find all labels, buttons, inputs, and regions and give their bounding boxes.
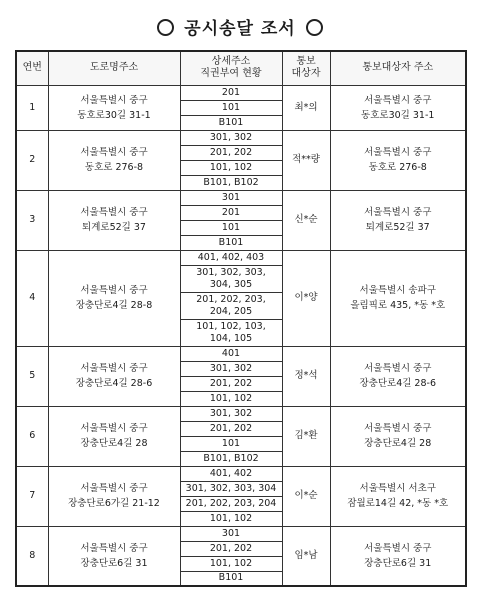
target-address: 서울특별시 서초구 잠월로14길 42, *동 *호 [330, 466, 466, 526]
detail-address: 301, 302 [180, 361, 282, 376]
detail-address: 301, 302 [180, 130, 282, 145]
detail-address: 301, 302, 303, 304, 305 [180, 265, 282, 292]
target-name: 임*남 [282, 526, 330, 586]
road-address: 서울특별시 중구 장충단로4길 28-8 [48, 250, 180, 346]
detail-address: 301, 302 [180, 406, 282, 421]
detail-address: B101 [180, 235, 282, 250]
target-name: 정*석 [282, 346, 330, 406]
table-row [16, 190, 466, 205]
detail-address: B101 [180, 115, 282, 130]
target-address: 서울특별시 중구 장충단로4길 28-6 [330, 346, 466, 406]
detail-address: B101, B102 [180, 175, 282, 190]
detail-address: 301, 302, 303, 304 [180, 481, 282, 496]
notice-table [15, 50, 467, 587]
target-address: 서울특별시 송파구 올림픽로 435, *동 *호 [330, 250, 466, 346]
header-detail-address [180, 51, 282, 85]
row-number: 1 [16, 85, 48, 130]
circle-icon [157, 19, 174, 36]
detail-address: 101, 102, 103, 104, 105 [180, 319, 282, 346]
detail-address: 101 [180, 436, 282, 451]
detail-address: 201 [180, 85, 282, 100]
target-address: 서울특별시 중구 장충단로4길 28 [330, 406, 466, 466]
row-number: 3 [16, 190, 48, 250]
road-address: 서울특별시 중구 장충단로6길 31 [48, 526, 180, 586]
detail-address: 201, 202 [180, 376, 282, 391]
detail-address: 101, 102 [180, 511, 282, 526]
target-name: 이*순 [282, 466, 330, 526]
page-title-text: 공시송달 조서 [184, 19, 296, 39]
detail-address: 301 [180, 190, 282, 205]
table-row [16, 526, 466, 541]
target-name: 적**량 [282, 130, 330, 190]
target-address: 서울특별시 중구 동호로30길 31-1 [330, 85, 466, 130]
detail-address: 201, 202, 203, 204 [180, 496, 282, 511]
detail-address: 401 [180, 346, 282, 361]
header-target-line1: 통보 [296, 56, 316, 68]
header-detail-line1: 상세주소 [211, 56, 251, 68]
road-address: 서울특별시 중구 장충단로6가길 21-12 [48, 466, 180, 526]
table-row [16, 250, 466, 265]
detail-address: 401, 402 [180, 466, 282, 481]
detail-address: 301 [180, 526, 282, 541]
road-address: 서울특별시 중구 장충단로4길 28 [48, 406, 180, 466]
row-number: 5 [16, 346, 48, 406]
detail-address: 101 [180, 220, 282, 235]
row-number: 4 [16, 250, 48, 346]
row-number: 7 [16, 466, 48, 526]
detail-address: B101 [180, 571, 282, 586]
target-name: 김*환 [282, 406, 330, 466]
detail-address: 201, 202 [180, 145, 282, 160]
table-body [16, 85, 466, 586]
target-address: 서울특별시 중구 장충단로6길 31 [330, 526, 466, 586]
header-no: 연번 [16, 51, 48, 85]
detail-address: 201, 202 [180, 541, 282, 556]
detail-address: 101 [180, 100, 282, 115]
row-number: 6 [16, 406, 48, 466]
header-target-address: 통보대상자 주소 [330, 51, 466, 85]
road-address: 서울특별시 중구 동호로30길 31-1 [48, 85, 180, 130]
table-row [16, 406, 466, 421]
detail-address: 201, 202 [180, 421, 282, 436]
detail-address: 101, 102 [180, 556, 282, 571]
table-row [16, 130, 466, 145]
header-detail-line2: 직권부여 현황 [200, 68, 262, 80]
header-row [16, 51, 466, 85]
row-number: 2 [16, 130, 48, 190]
detail-address: 101, 102 [180, 160, 282, 175]
detail-address: 201, 202, 203, 204, 205 [180, 292, 282, 319]
row-number: 8 [16, 526, 48, 586]
table-row [16, 85, 466, 100]
target-name: 최*의 [282, 85, 330, 130]
road-address: 서울특별시 중구 장충단로4길 28-6 [48, 346, 180, 406]
detail-address: 401, 402, 403 [180, 250, 282, 265]
target-name: 신*순 [282, 190, 330, 250]
target-name: 이*양 [282, 250, 330, 346]
detail-address: 201 [180, 205, 282, 220]
table-row [16, 466, 466, 481]
header-target [282, 51, 330, 85]
target-address: 서울특별시 중구 퇴계로52길 37 [330, 190, 466, 250]
header-road-address: 도로명주소 [48, 51, 180, 85]
circle-icon [306, 19, 323, 36]
road-address: 서울특별시 중구 퇴계로52길 37 [48, 190, 180, 250]
target-address: 서울특별시 중구 동호로 276-8 [330, 130, 466, 190]
road-address: 서울특별시 중구 동호로 276-8 [48, 130, 180, 190]
detail-address: 101, 102 [180, 391, 282, 406]
detail-address: B101, B102 [180, 451, 282, 466]
header-target-line2: 대상자 [291, 68, 321, 80]
page-title [0, 14, 480, 39]
table-row [16, 346, 466, 361]
